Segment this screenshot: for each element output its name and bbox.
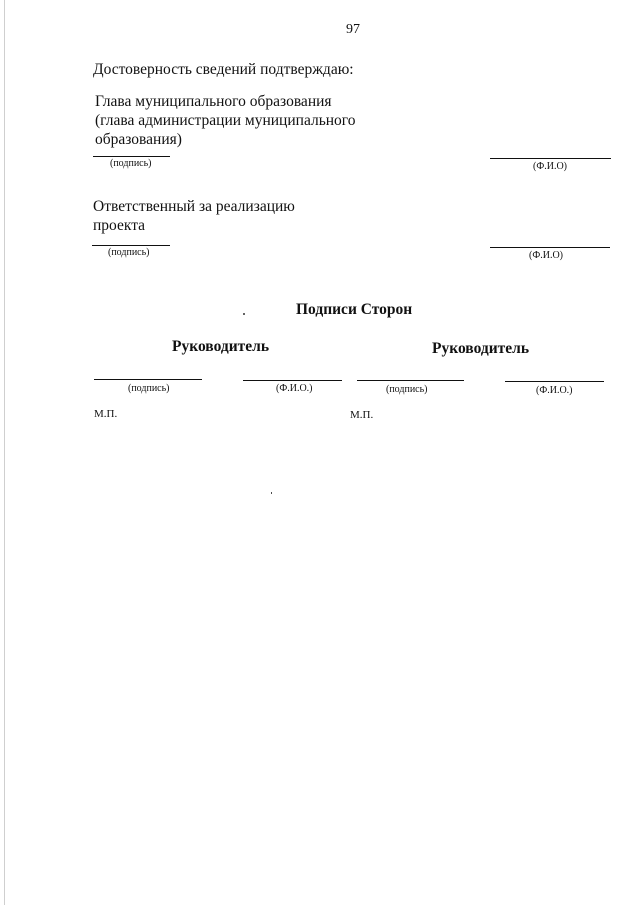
confirm-statement: Достоверность сведений подтверждаю: (93, 61, 354, 78)
right-party-leader-label: Руководитель (432, 340, 530, 357)
head-title-line-2: (глава администрации муниципального (95, 112, 356, 129)
scan-speck (271, 492, 272, 494)
head-signature-line (93, 156, 170, 157)
left-party-leader-label: Руководитель (172, 338, 270, 355)
head-fio-caption: (Ф.И.О) (533, 161, 568, 172)
left-party-fio-caption: (Ф.И.О.) (276, 383, 313, 394)
responsible-fio-caption: (Ф.И.О) (529, 250, 564, 261)
responsible-title (93, 197, 295, 235)
left-party-fio-line (243, 380, 342, 381)
responsible-signature-caption: (подпись) (108, 247, 150, 258)
head-title (95, 92, 356, 149)
page-number: 97 (346, 22, 360, 37)
responsible-fio-line (490, 247, 610, 248)
right-party-signature-caption: (подпись) (386, 384, 428, 395)
head-fio-line (490, 158, 611, 159)
responsible-title-line-2: проекта (93, 217, 146, 234)
responsible-signature-line (92, 245, 170, 246)
left-scan-edge (4, 0, 5, 905)
left-party-signature-caption: (подпись) (128, 383, 170, 394)
right-party-signature-line (357, 380, 464, 381)
right-party-seal-label: М.П. (350, 409, 374, 421)
left-party-signature-line (94, 379, 202, 380)
left-party-seal-label: М.П. (94, 408, 118, 420)
parties-heading: Подписи Сторон (296, 301, 413, 318)
head-title-line-1: Глава муниципального образования (95, 93, 332, 110)
head-title-line-3: образования) (95, 131, 182, 148)
responsible-title-line-1: Ответственный за реализацию (93, 198, 295, 215)
right-party-fio-caption: (Ф.И.О.) (536, 385, 573, 396)
head-signature-caption: (подпись) (110, 158, 152, 169)
right-party-fio-line (505, 381, 604, 382)
scan-speck (243, 313, 245, 315)
